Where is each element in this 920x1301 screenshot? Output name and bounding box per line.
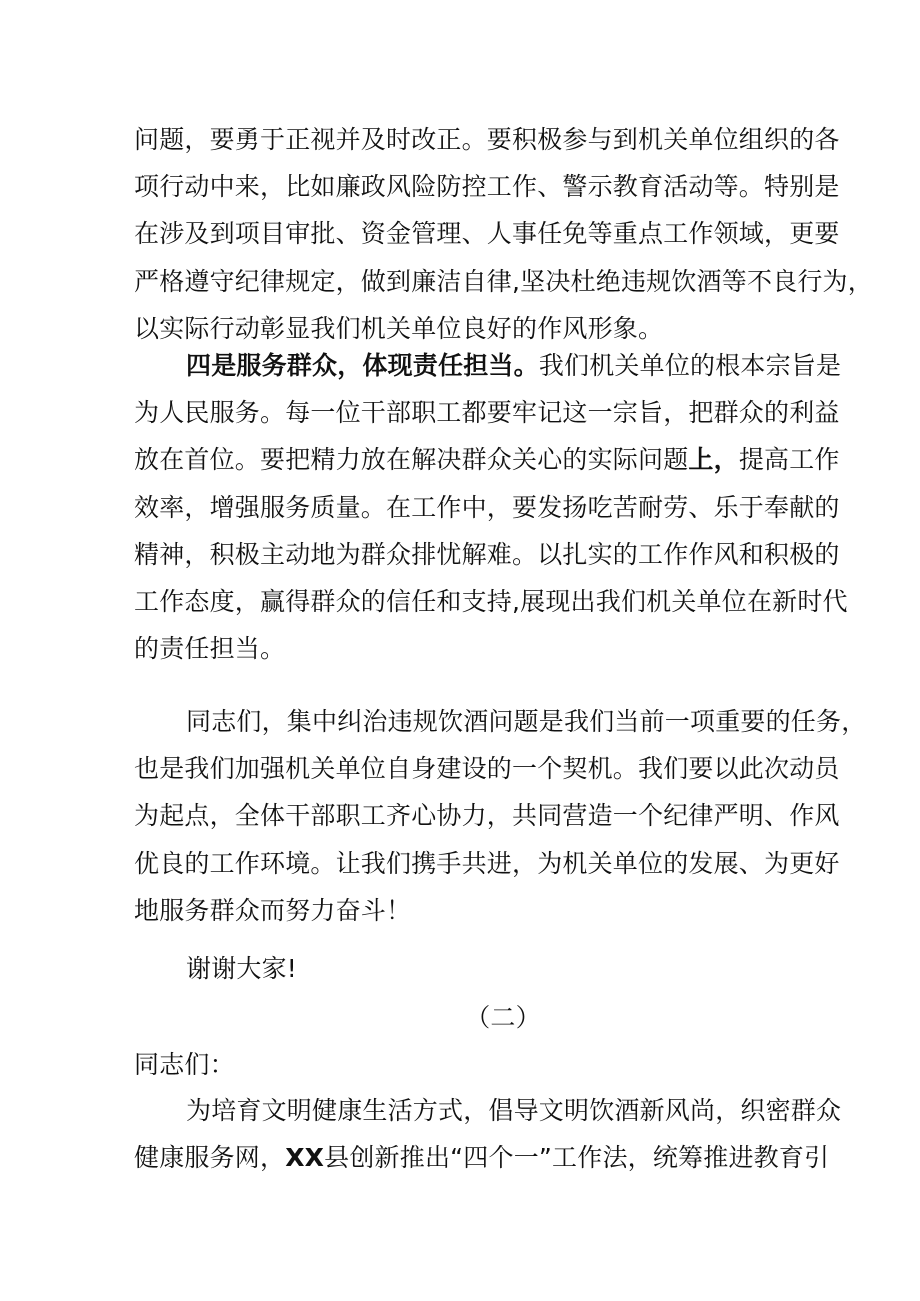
text-fragment: 健康服务网， <box>134 1143 286 1173</box>
paragraph-serve-the-people <box>134 342 848 672</box>
paragraph-closing-call <box>134 698 867 934</box>
text-line <box>134 342 842 389</box>
text-line: 地服务群众而努力奋斗！ <box>134 895 412 925</box>
salutation-line: 同志们： <box>134 1050 235 1079</box>
text-line: 为人民服务。每一位干部职工都要牢记这一宗旨，把群众的利益 <box>134 398 840 428</box>
text-line: 严格遵守纪律规定，做到廉洁自律,坚决杜绝违规饮酒等不良行为， <box>134 266 873 296</box>
paragraph-integrity-conduct <box>134 116 873 352</box>
text-fragment: 放在首位。要把精力放在解决群众关心的实际问题 <box>134 445 689 475</box>
text-line: 在涉及到项目审批、资金管理、人事任免等重点工作领域，更要 <box>134 219 840 249</box>
bold-fragment: 上， <box>688 445 739 475</box>
text-fragment: 提高工作 <box>738 445 840 475</box>
text-line: 同志们，集中纠治违规饮酒问题是我们当前一项重要的任务， <box>186 707 867 736</box>
section-number: （二） <box>465 1003 541 1032</box>
text-line: 为培育文明健康生活方式，倡导文明饮酒新风尚，织密群众 <box>186 1096 842 1125</box>
text-line: 工作态度，赢得群众的信任和支持,展现出我们机关单位在新时代 <box>134 587 848 617</box>
text-line: 优良的工作环境。让我们携手共进，为机关单位的发展、为更好 <box>134 848 840 878</box>
text-fragment: 我们机关单位的根本宗旨是 <box>538 351 842 380</box>
text-line: 的责任担当。 <box>134 634 286 664</box>
section-number-heading <box>134 994 820 1041</box>
text-line: 精神，积极主动地为群众排忧解难。以扎实的工作作风和积极的 <box>134 539 840 569</box>
text-line: 为起点，全体干部职工齐心协力，共同营造一个纪律严明、作风 <box>134 801 840 831</box>
text-line: 问题，要勇于正视并及时改正。要积极参与到机关单位组织的各 <box>134 125 840 154</box>
text-line <box>134 1134 830 1181</box>
text-line: 也是我们加强机关单位自身建设的一个契机。我们要以此次动员 <box>134 754 840 784</box>
bold-fragment: XX <box>285 1143 325 1173</box>
text-line: 以实际行动彰显我们机关单位良好的作风形象。 <box>134 313 664 343</box>
text-fragment: 县创新推出“四个一”工作法，统筹推进教育引 <box>324 1143 830 1173</box>
paragraph-thanks <box>134 945 820 992</box>
thanks-line: 谢谢大家! <box>186 954 298 983</box>
paragraph-intro-second-speech <box>134 1087 842 1181</box>
salutation <box>134 1041 820 1088</box>
text-line <box>134 436 840 483</box>
text-line: 效率，增强服务质量。在工作中，要发扬吃苦耐劳、乐于奉献的 <box>134 492 840 522</box>
text-line: 项行动中来，比如廉政风险防控工作、警示教育活动等。特别是 <box>134 172 840 202</box>
section-heading: 四是服务群众，体现责任担当。 <box>186 351 539 380</box>
